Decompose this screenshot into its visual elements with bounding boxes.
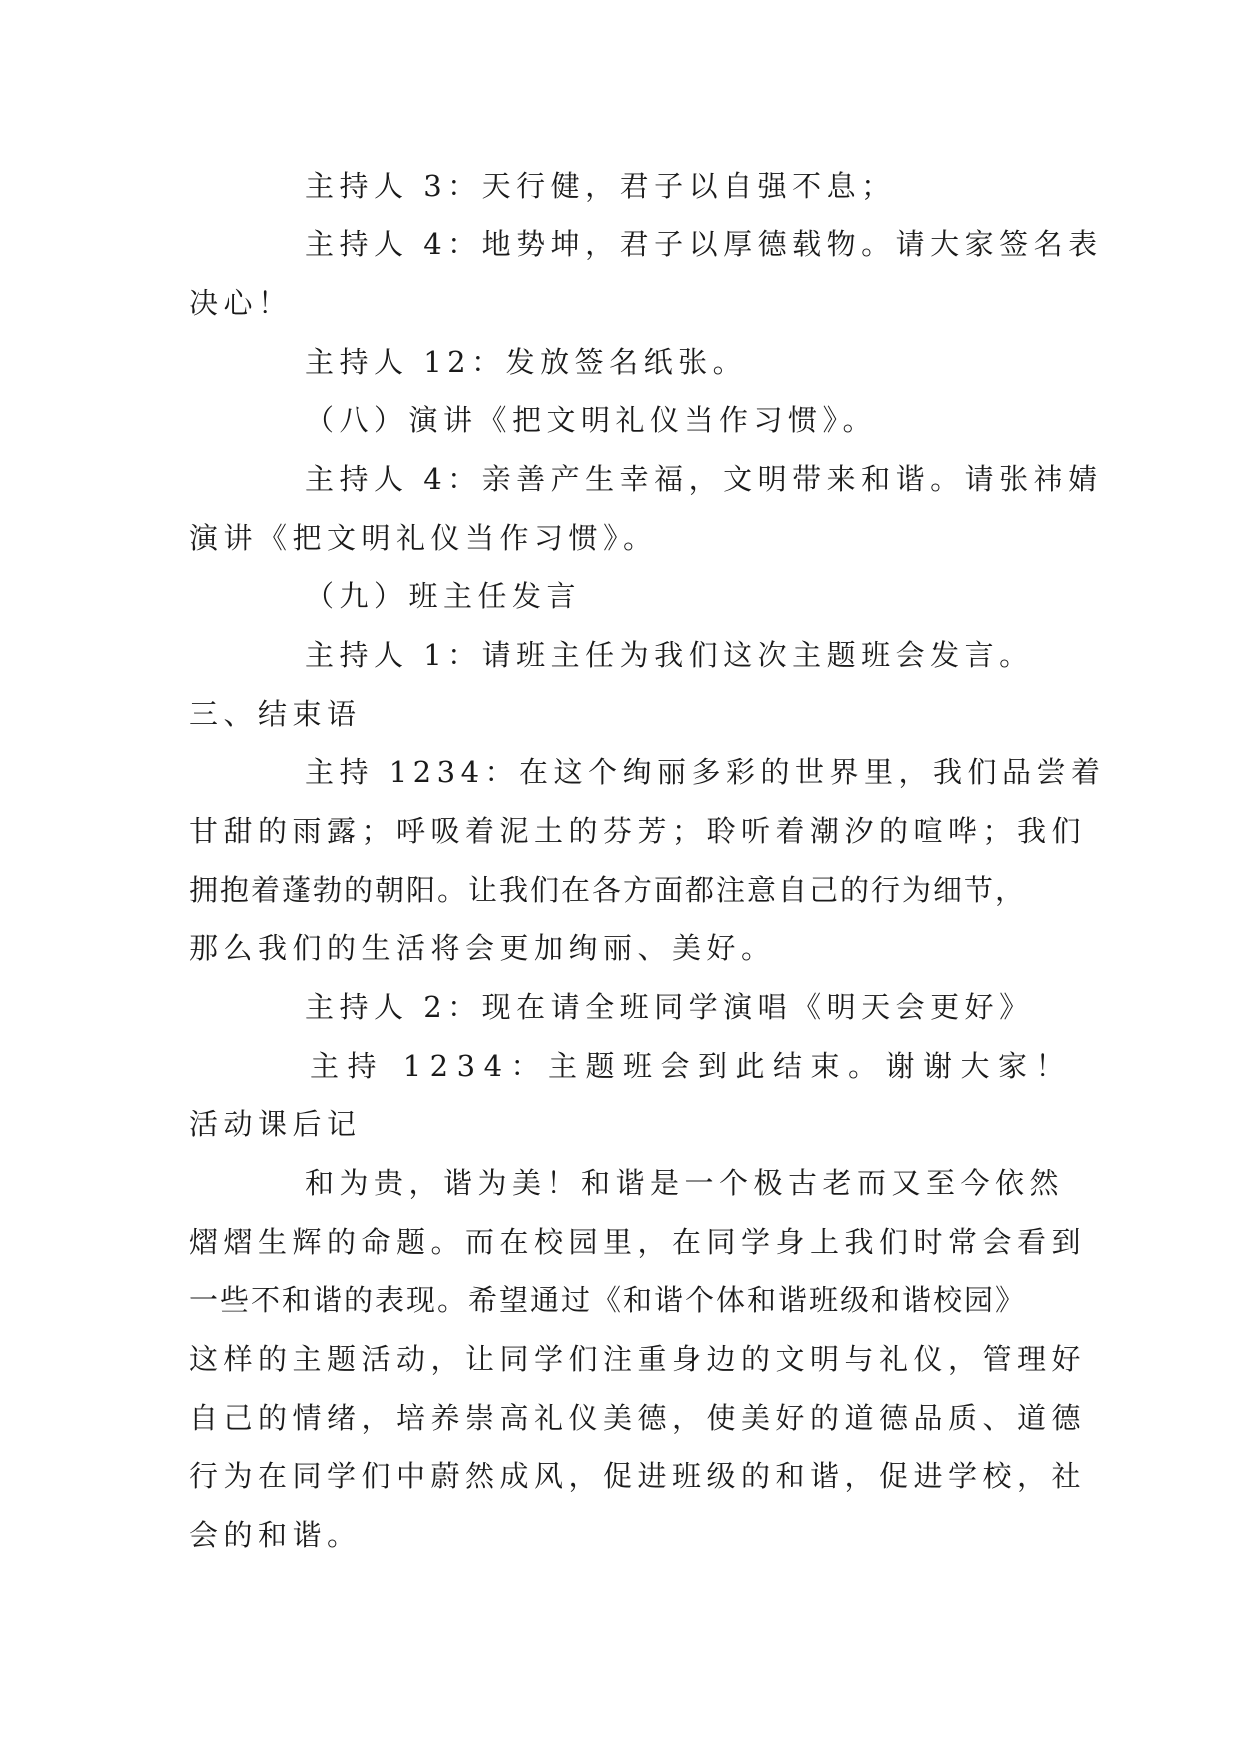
section-heading: （八）演讲《把文明礼仪当作习惯》。: [305, 403, 878, 437]
section-heading: （九）班主任发言: [305, 579, 582, 613]
paragraph-line: 主持人 2：现在请全班同学演唱《明天会更好》: [305, 990, 1034, 1024]
paragraph-line: 自己的情绪，培养崇高礼仪美德，使美好的道德品质、道德: [189, 1401, 1087, 1435]
paragraph-line: 主持 1234：主题班会到此结束。谢谢大家！: [310, 1049, 1074, 1083]
paragraph-line: 拥抱着蓬勃的朝阳。让我们在各方面都注意自己的行为细节，: [189, 873, 1027, 907]
paragraph-line: 决心！: [189, 286, 293, 320]
paragraph-line: 一些不和谐的表现。希望通过《和谐个体和谐班级和谐校园》: [189, 1283, 1027, 1317]
paragraph-line: 行为在同学们中蔚然成风，促进班级的和谐，促进学校，社: [189, 1459, 1087, 1493]
paragraph-line: 主持 1234：在这个绚丽多彩的世界里，我们品尝着: [305, 755, 1106, 789]
section-heading: 活动课后记: [189, 1107, 362, 1141]
paragraph-line: 主持人 1：请班主任为我们这次主题班会发言。: [305, 638, 1034, 672]
paragraph-line: 主持人 3：天行健，君子以自强不息；: [305, 169, 896, 203]
paragraph-line: 主持人 12：发放签名纸张。: [305, 345, 748, 379]
paragraph-line: 甘甜的雨露；呼吸着泥土的芬芳；聆听着潮汐的喧哗；我们: [189, 814, 1087, 848]
paragraph-line: 会的和谐。: [189, 1518, 362, 1552]
paragraph-line: 主持人 4：亲善产生幸福，文明带来和谐。请张祎婧: [305, 462, 1103, 496]
paragraph-line: 和为贵，谐为美！和谐是一个极古老而又至今依然: [305, 1166, 1065, 1200]
paragraph-line: 熠熠生辉的命题。而在校园里，在同学身上我们时常会看到: [189, 1225, 1087, 1259]
section-heading: 三、结束语: [189, 697, 362, 731]
paragraph-line: 这样的主题活动，让同学们注重身边的文明与礼仪，管理好: [189, 1342, 1087, 1376]
paragraph-line: 演讲《把文明礼仪当作习惯》。: [189, 521, 658, 555]
paragraph-line: 主持人 4：地势坤，君子以厚德载物。请大家签名表: [305, 227, 1103, 261]
paragraph-line: 那么我们的生活将会更加绚丽、美好。: [189, 931, 776, 965]
